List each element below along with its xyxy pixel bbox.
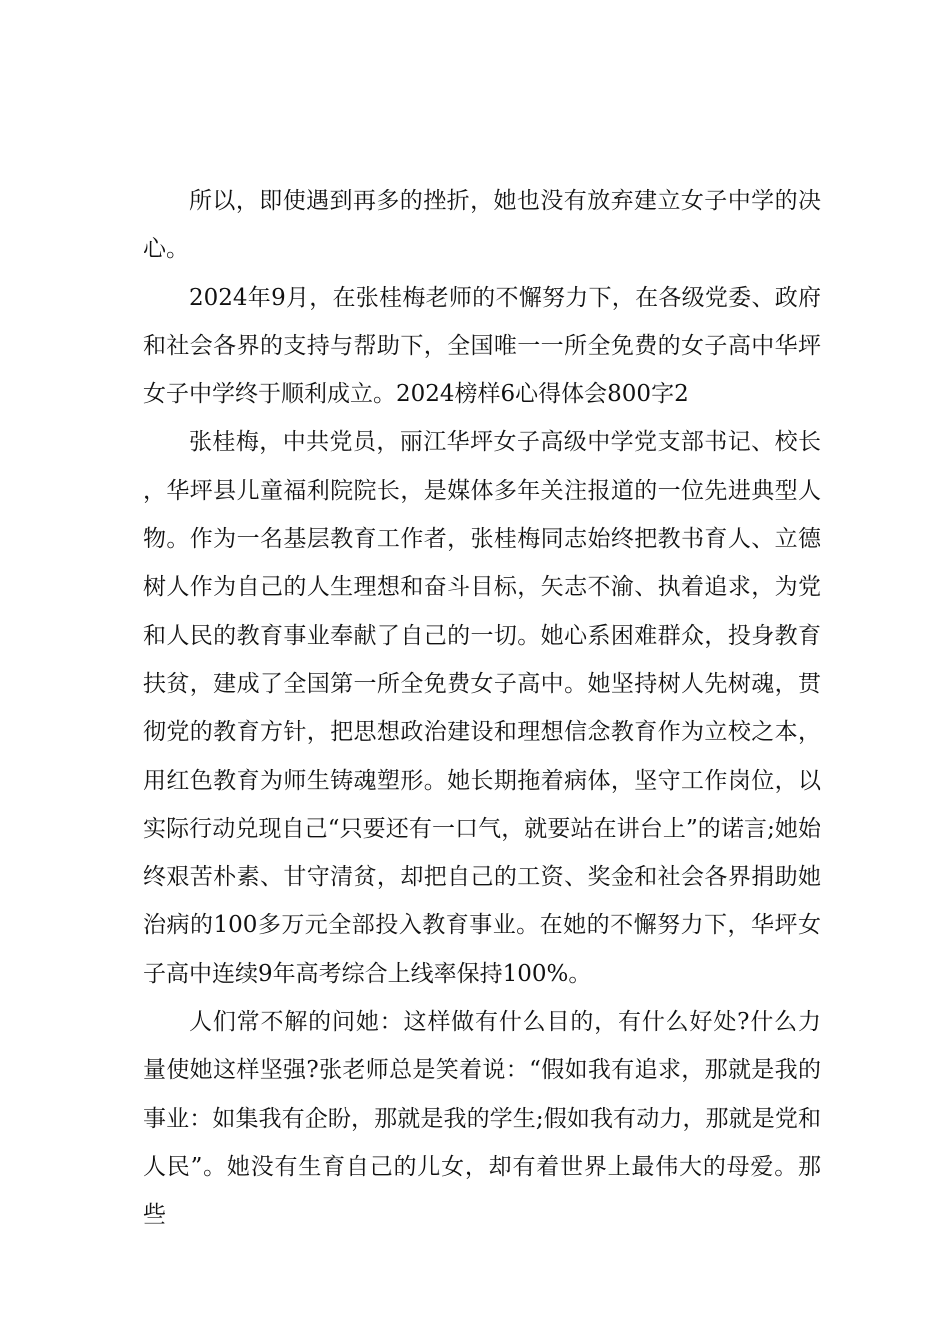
paragraph-4: 人们常不解的问她：这样做有什么目的，有什么好处?什么力量使她这样坚强?张老师总是笑着说：“假如我有追求，那就是我的事业：如集我有企盼，那就是我的学生;假如我有动力，那就是党和人民”。她没有生育自己的儿女，却有着世界上最伟大的母爱。那些	[143, 1009, 821, 1229]
paragraph-3: 张桂梅，中共党员，丽江华坪女子高级中学党支部书记、校长，华坪县儿童福利院院长，是媒体多年关注报道的一位先进典型人物。作为一名基层教育工作者，张桂梅同志始终把教书育人、立德树人作为自己的人生理想和奋斗目标，矢志不渝、执着追求，为党和人民的教育事业奉献了自己的一切。她心系困难群众，投身教育扶贫，建成了全国第一所全免费女子高中。她坚持树人先树魂，贯彻党的教育方针，把思想政治建设和理想信念教育作为立校之本，用红色教育为师生铸魂塑形。她长期拖着病体，坚守工作岗位，以实际行动兑现自己“只要还有一口气，就要站在讲台上”的诺言;她始终艰苦朴素、甘守清贫，却把自己的工资、奖金和社会各界捐助她治病的100多万元全部投入教育事业。在她的不懈努力下，华坪女子高中连续9年高考综合上线率保持100%。	[143, 429, 821, 987]
paragraph-2: 2024年9月，在张桂梅老师的不懈努力下，在各级党委、政府和社会各界的支持与帮助下，全国唯一一所全免费的女子高中华坪女子中学终于顺利成立。2024榜样6心得体会800字2	[143, 284, 821, 408]
paragraph-1: 所以，即使遇到再多的挫折，她也没有放弃建立女子中学的决心。	[143, 188, 821, 263]
document-body	[143, 177, 821, 1240]
